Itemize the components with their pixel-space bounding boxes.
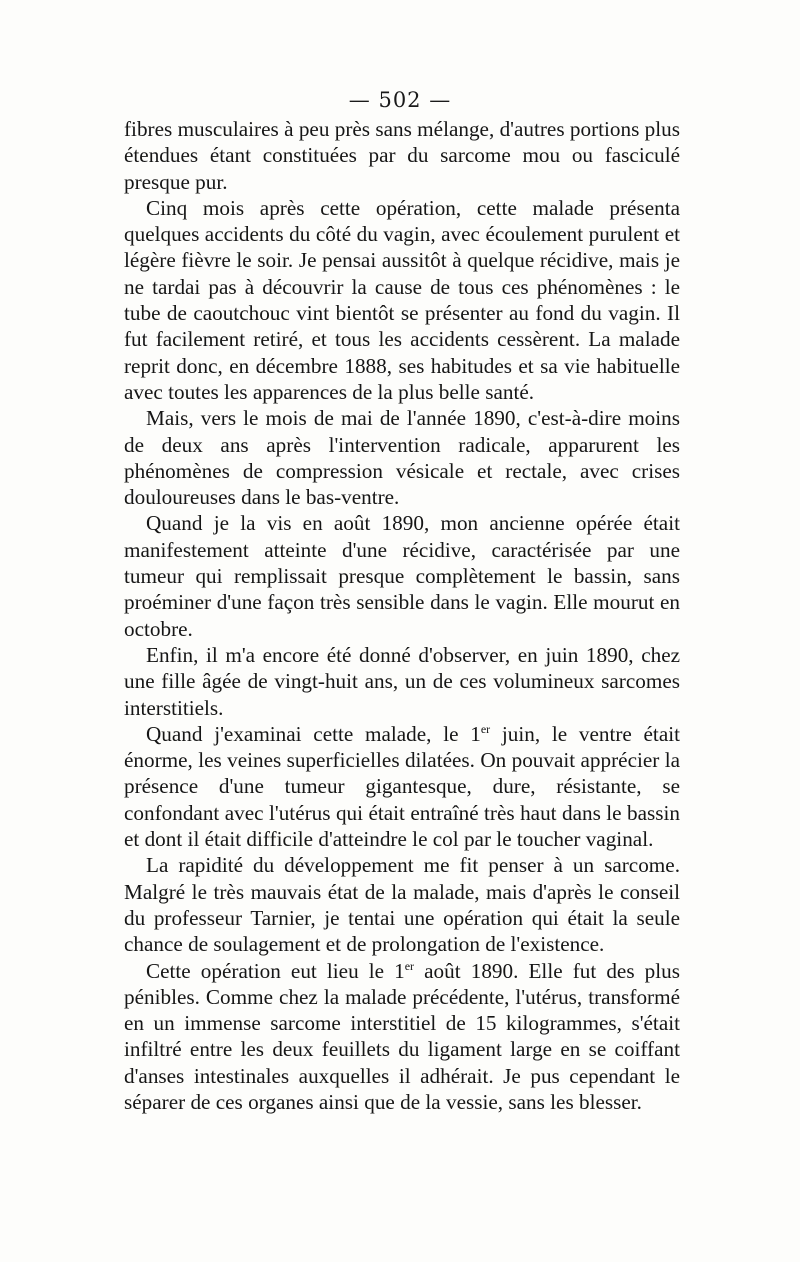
page-number: — 502 —	[348, 88, 452, 112]
paragraph-text: août 1890. Elle fut des plus pénibles. Comme chez la malade précédente, l'utérus, transformé en un immense sarcome interstitiel de 15 kilogrammes, s'était infiltré entre les deux feuillets du ligament large en se coiffant d'anses intestinales auxquelles il adhérait. Je pus cependant le séparer de ces organes ainsi que de la vessie, sans les blesser.	[124, 958, 680, 1114]
paragraph: La rapidité du développement me fit penser à un sarcome. Malgré le très mauvais état de la malade, mais d'après le conseil du professeur Tarnier, je tentai une opération qui était la seule chance de soulagement et de prolongation de l'existence.	[124, 853, 680, 957]
paragraph-text: Cette opération eut lieu le 1	[146, 958, 405, 983]
paragraph: Enfin, il m'a encore été donné d'observer, en juin 1890, chez une fille âgée de vingt-huit ans, un de ces volumineux sarcomes interstitiels.	[124, 642, 680, 720]
paragraph: Cinq mois après cette opération, cette malade présenta quelques accidents du côté du vagin, avec écoulement purulent et légère fièvre le soir. Je pensai aussitôt à quelque récidive, mais je ne tardai pas à découvrir la cause de tous ces phénomènes : le tube de caoutchouc vint bientôt se présenter au fond du vagin. Il fut facilement retiré, et tous les accidents cessèrent. La malade reprit donc, en décembre 1888, ses habitudes et sa vie habituelle avec toutes les apparences de la plus belle santé.	[124, 195, 680, 404]
paragraph: fibres musculaires à peu près sans mélange, d'autres portions plus étendues étant constituées par du sarcome mou ou fasciculé presque pur.	[124, 117, 680, 194]
paragraph: Mais, vers le mois de mai de l'année 1890, c'est-à-dire moins de deux ans après l'intervention radicale, apparurent les phénomènes de compression vésicale et rectale, avec crises douloureuses dans le bas-ventre.	[124, 406, 680, 510]
paragraph-text: juin, le ventre était énorme, les veines superficielles dilatées. On pouvait apprécier la présence d'une tumeur gigantesque, dure, résistante, se confondant avec l'utérus qui était entraîné très haut dans le bassin et dont il était difficile d'atteindre le col par le toucher vaginal.	[124, 721, 680, 852]
paragraph: Quand je la vis en août 1890, mon ancienne opérée était manifestement atteinte d'une récidive, caractérisée par une tumeur qui remplissait presque complètement le bassin, sans proéminer d'une façon très sensible dans le vagin. Elle mourut en octobre.	[124, 511, 680, 641]
paragraph	[124, 958, 680, 1116]
paragraph-text: Quand j'examinai cette malade, le 1	[146, 721, 481, 746]
body-text	[124, 116, 680, 1115]
paragraph	[124, 721, 680, 852]
ordinal-superscript: er	[480, 721, 491, 736]
ordinal-superscript: er	[404, 958, 415, 973]
